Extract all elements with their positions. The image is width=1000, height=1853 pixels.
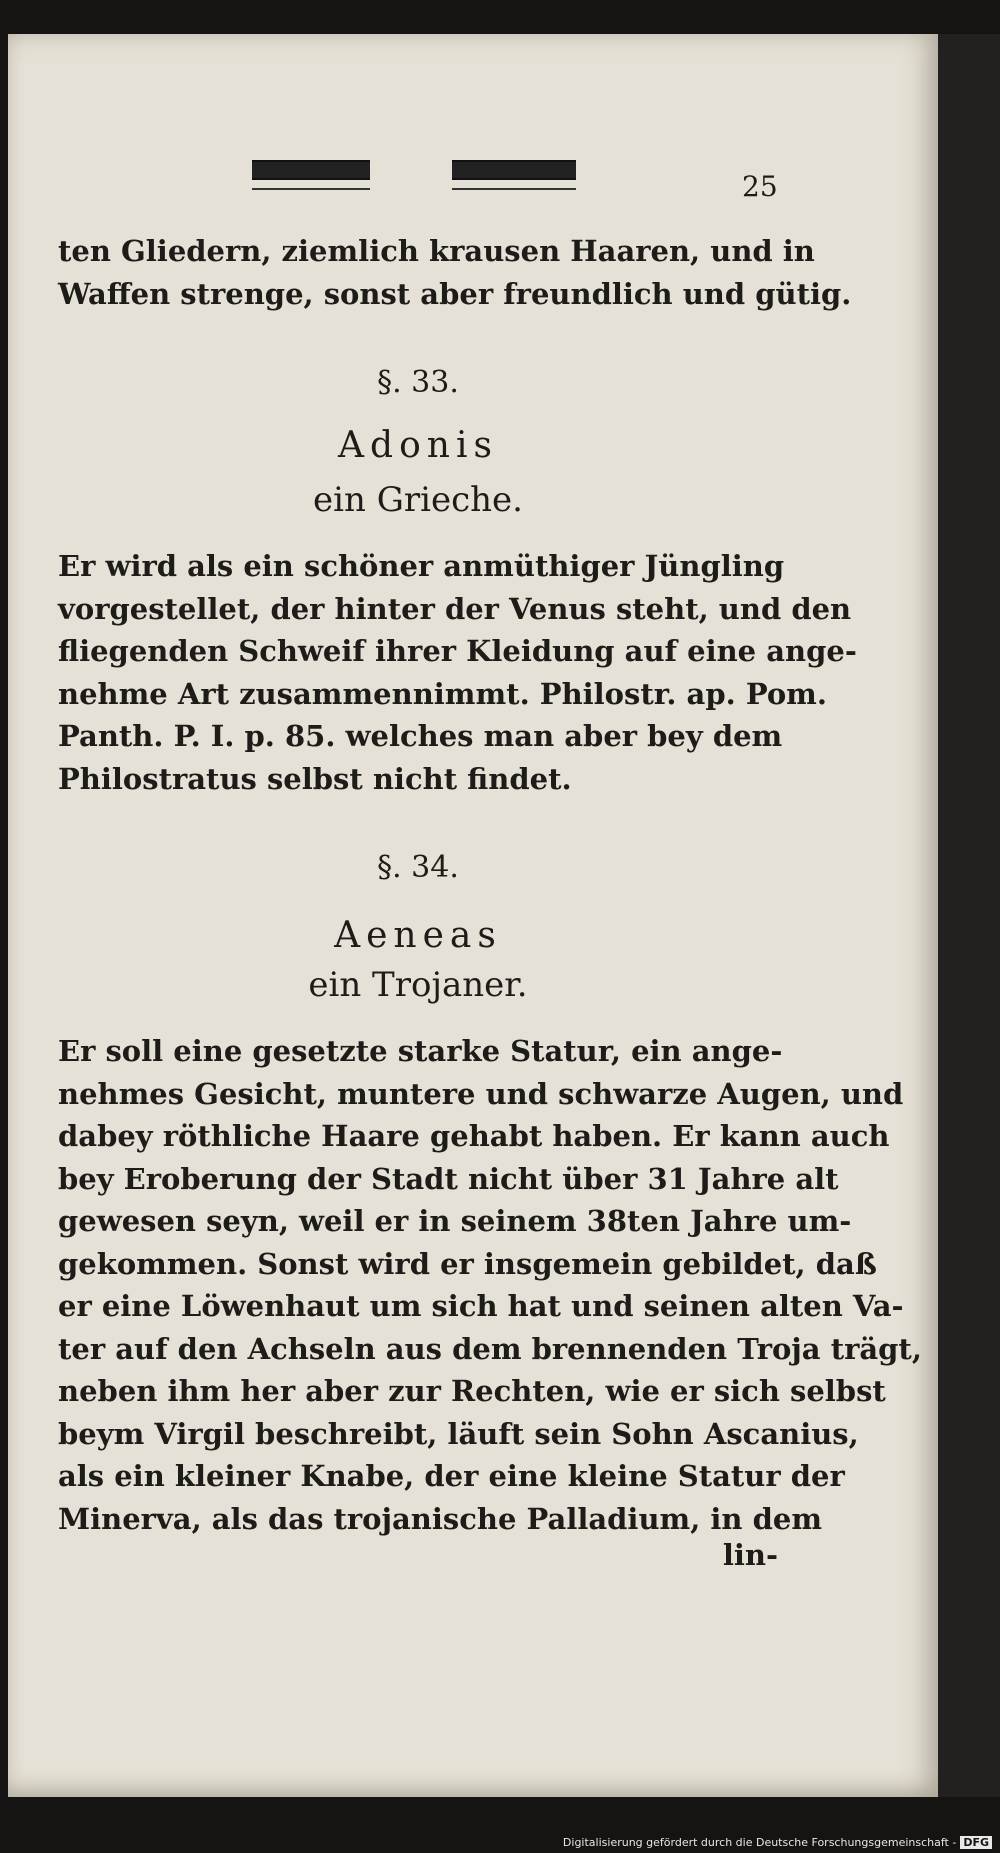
text-line: nehmes Gesicht, muntere und schwarze Augen, und [58, 1076, 904, 1111]
section-subtitle-adonis: ein Grieche. [313, 480, 523, 520]
text-line: als ein kleiner Knabe, der eine kleine Statur der [58, 1459, 845, 1493]
text-line: beym Virgil beschreibt, läuft sein Sohn Ascanius, [58, 1416, 859, 1451]
section-title-aeneas: Aeneas [334, 915, 502, 956]
page-number: 25 [742, 170, 778, 203]
scan-background-strip [938, 34, 1000, 1797]
text-line: gewesen seyn, weil er in seinem 38ten Jahre um- [58, 1204, 852, 1238]
text-line: fliegenden Schweif ihrer Kleidung auf eine ange- [58, 634, 857, 668]
text-line: vorgestellet, der hinter der Venus steht, und den [58, 591, 852, 626]
text-line: dabey röthliche Haare gehabt haben. Er kann auch [58, 1119, 890, 1153]
footer-credit [563, 1836, 992, 1849]
text-line: gekommen. Sonst wird er insgemein gebildet, daß [58, 1246, 877, 1281]
header-rule-left [252, 188, 370, 190]
text-line: Minerva, als das trojanische Palladium, in dem [58, 1501, 823, 1536]
text-line: ter auf den Achseln aus dem brennenden Troja trägt, [58, 1331, 922, 1366]
header-ornament-right [452, 160, 576, 180]
text-line: Waffen strenge, sonst aber freundlich und gütig. [58, 276, 852, 311]
paragraph-aeneas [58, 1030, 922, 1540]
text-line: ten Gliedern, ziemlich krausen Haaren, und in [58, 234, 815, 268]
section-subtitle-aeneas: ein Trojaner. [308, 965, 528, 1005]
footer-text: Digitalisierung gefördert durch die Deutsche Forschungsgemeinschaft - [562, 1836, 957, 1849]
text-line: Philostratus selbst nicht findet. [58, 761, 572, 796]
text-line: nehme Art zusammennimmt. Philostr. ap. Pom. [58, 676, 827, 711]
text-line: er eine Löwenhaut um sich hat und seinen alten Va- [58, 1289, 904, 1323]
paragraph-adonis [58, 545, 857, 800]
header-rule-right [452, 188, 576, 190]
section-title-adonis: Adonis [338, 425, 498, 466]
dfg-logo: DFG [960, 1836, 992, 1849]
section-number-33: §. 33. [377, 365, 459, 400]
catchword: lin- [722, 1538, 778, 1572]
text-line: Er soll eine gesetzte starke Statur, ein ange- [58, 1034, 783, 1068]
text-line: Panth. P. I. p. 85. welches man aber bey dem [58, 719, 783, 753]
text-line: neben ihm her aber zur Rechten, wie er sich selbst [58, 1374, 886, 1408]
text-line: Er wird als ein schöner anmüthiger Jüngling [58, 549, 785, 583]
header-ornament-left [252, 160, 370, 180]
paragraph-continuation [58, 230, 852, 315]
text-line: bey Eroberung der Stadt nicht über 31 Jahre alt [58, 1161, 839, 1196]
section-number-34: §. 34. [377, 850, 459, 885]
